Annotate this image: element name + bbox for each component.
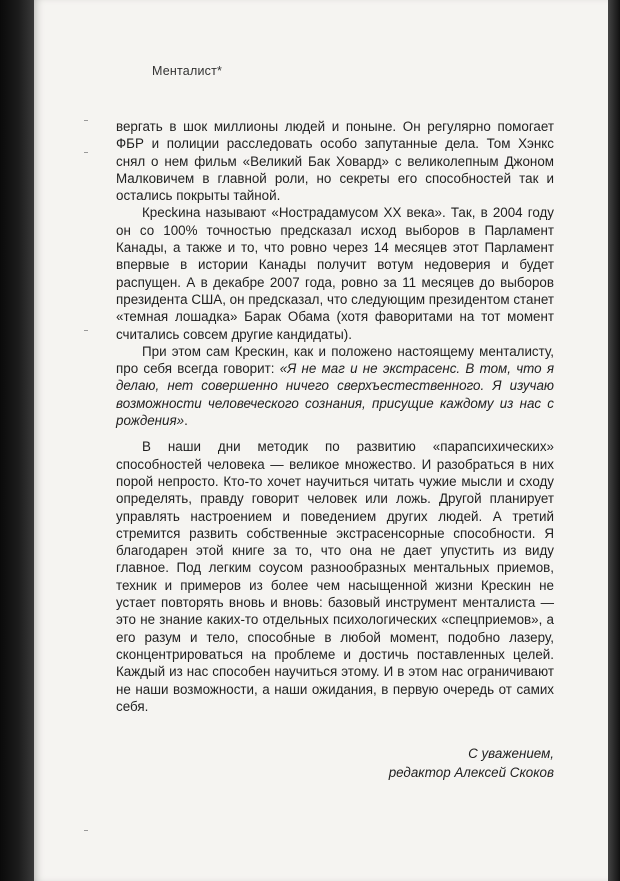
body-text xyxy=(116,118,554,715)
margin-mark xyxy=(84,330,88,331)
paragraph-4: В наши дни методик по развитию «парапсихических» способностей человека — великое множество. И разобраться в них порой непросто. Кто-то хочет научиться читать чужие мысли и сходу определять, правду говорит человек или ложь. Другой планирует управлять настроением и поведением других людей. А третий стремится развить собственные экстрасенсорные способности. Я благодарен этой книге за то, что она не дает упустить из виду главное. Под легким соусом разнообразных ментальных приемов, техник и примеров из более чем насыщенной жизни Крескин не устает повторять вновь и вновь: базовый инструмент менталиста — это не знание каких-то отдельных психологических «спецприемов», а его разум и тело, способные в любой момент, подобно лазеру, сконцентрироваться на проблеме и достичь поставленных целей. Каждый из нас способен научиться этому. И в этом нас ограничивают не наши возможности, а наши ожидания, в первую очередь от самих себя. xyxy=(116,439,554,714)
margin-mark xyxy=(84,120,88,121)
signature-greeting: С уважением, xyxy=(468,746,554,761)
paragraph-1: вергать в шок миллионы людей и поныне. Он регулярно помогает ФБР и полиции расследовать особо запутанные дела. Том Хэнкс снял о нем фильм «Великий Бак Ховард» с великолепным Джоном Малковичем в главной роли, но секреты его способностей так и остались покрыты тайной. xyxy=(116,119,554,204)
paragraph-3: При этом сам Крескин, как и положено настоящему менталисту, про себя всегда говорит: «Я не маг и не экстрасенс. В том, что я делаю, нет совершенно ничего сверхъестественного. Я изучаю возможности человеческого сознания, присущие каждому из нас с рождения». xyxy=(116,343,554,429)
book-spine-shadow xyxy=(0,0,34,881)
signature-editor: редактор Алексей Скоков xyxy=(388,765,554,780)
paragraph-2: Кресkина называют «Нострадамусом XX века». Так, в 2004 году он со 100% точностью предсказал исход выборов в Парламент Канады, а также и то, что ровно через 14 месяцев этот Парламент впервые в истории Канады получит вотум недоверия и будет распущен. А в декабре 2007 года, ровно за 11 месяцев до выборов президента США, он предсказал, что следующим президентом станет «темная лошадка» Барак Обама (хотя фаворитами на тот момент считались совсем другие кандидаты). xyxy=(116,205,554,342)
quote-italic: «Я не маг и не экстрасенс. В том, что я делаю, нет совершенно ничего сверхъестественного. Я изучаю возможности человеческого сознания, присущие каждому из нас с рождения» xyxy=(116,361,554,429)
margin-mark xyxy=(84,152,88,153)
margin-mark xyxy=(84,830,88,831)
running-header: Менталист* xyxy=(152,64,223,78)
page-edge-shadow xyxy=(608,0,620,881)
signature xyxy=(389,744,554,782)
